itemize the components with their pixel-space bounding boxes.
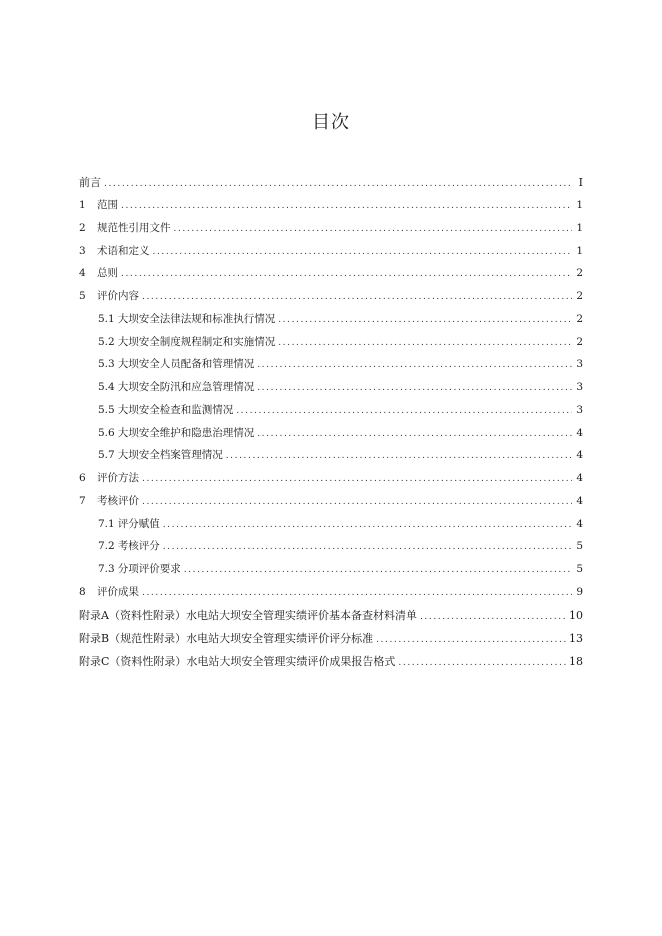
toc-leader-dots <box>376 635 566 645</box>
toc-entry-page: 4 <box>576 472 583 484</box>
toc-entry-page: 2 <box>576 290 583 302</box>
toc-entry[interactable] <box>79 334 583 357</box>
toc-entry-label: 大坝安全法律法规和标准执行情况 <box>117 312 276 325</box>
toc-entry-label: 规范性引用文件 <box>97 221 171 234</box>
toc-entry-page: 5 <box>576 563 583 575</box>
toc-leader-dots <box>236 406 572 416</box>
toc-entry[interactable] <box>79 584 583 607</box>
toc-entry-label: 附录A（资料性附录）水电站大坝安全管理实绩评价基本备查材料清单 <box>79 608 417 622</box>
toc-leader-dots <box>121 269 572 279</box>
toc-entry-page: 18 <box>569 654 583 668</box>
toc-entry[interactable] <box>79 607 583 630</box>
toc-entry-label: 评分赋值 <box>117 517 160 530</box>
toc-entry[interactable] <box>79 265 583 288</box>
toc-entry-label: 评价方法 <box>97 472 139 484</box>
toc-entry-page: 1 <box>576 221 583 234</box>
toc-entry-number: 5.1 <box>98 312 115 325</box>
toc-entry-page: 13 <box>569 631 583 645</box>
toc-leader-dots <box>104 179 572 189</box>
toc-entry-number: 7 <box>79 494 86 507</box>
toc-entry-page: 5 <box>576 540 583 553</box>
toc-entry[interactable] <box>79 288 583 311</box>
toc-entry-page: 4 <box>576 494 583 507</box>
toc-leader-dots <box>142 474 572 484</box>
toc-entry-page: 2 <box>576 312 583 325</box>
toc-entry-label: 分项评价要求 <box>117 563 181 575</box>
toc-entry[interactable] <box>79 379 583 402</box>
toc-entry-label: 附录C（资料性附录）水电站大坝安全管理实绩评价成果报告格式 <box>79 654 396 668</box>
toc-entry-page: 1 <box>576 199 583 211</box>
toc-entry-number: 4 <box>79 267 86 280</box>
toc-entry[interactable] <box>79 447 583 470</box>
toc-entry-number: 6 <box>79 472 86 484</box>
toc-leader-dots <box>163 520 572 530</box>
toc-leader-dots <box>398 658 566 668</box>
toc-entry-number: 5.2 <box>98 335 115 348</box>
toc-entry-page: 9 <box>576 585 583 598</box>
toc-entry-page: 4 <box>576 449 583 462</box>
toc-entry-page: I <box>578 176 583 189</box>
toc-entry-number: 5.6 <box>98 426 115 439</box>
toc-entry-label: 评价内容 <box>97 290 139 302</box>
toc-entry-number: 5.5 <box>98 403 115 416</box>
toc-entry[interactable] <box>79 470 583 493</box>
toc-entry-label: 大坝安全维护和隐患治理情况 <box>117 426 255 439</box>
toc-entry-page: 3 <box>576 403 583 416</box>
toc-leader-dots <box>142 588 572 598</box>
table-of-contents <box>79 174 583 676</box>
toc-entry[interactable] <box>79 197 583 220</box>
toc-entry[interactable] <box>79 402 583 425</box>
toc-entry-page: 1 <box>576 244 583 257</box>
toc-leader-dots <box>226 451 572 461</box>
toc-entry[interactable] <box>79 220 583 243</box>
toc-entry[interactable] <box>79 630 583 653</box>
toc-entry-number: 7.3 <box>98 563 115 575</box>
toc-entry-label: 总则 <box>97 267 118 280</box>
toc-entry-label: 考核评分 <box>117 540 160 553</box>
toc-entry-label: 评价成果 <box>97 585 139 598</box>
toc-entry-number: 7.2 <box>98 540 115 553</box>
toc-entry-page: 4 <box>576 517 583 530</box>
toc-entry-label: 大坝安全档案管理情况 <box>117 449 223 462</box>
toc-leader-dots <box>420 612 566 622</box>
toc-entry-number: 7.1 <box>98 517 115 530</box>
toc-leader-dots <box>163 542 572 552</box>
toc-entry-label: 术语和定义 <box>97 244 150 257</box>
toc-leader-dots <box>278 315 572 325</box>
toc-entry-page: 2 <box>576 335 583 348</box>
toc-entry-number: 5.4 <box>98 381 115 393</box>
toc-entry-number: 5 <box>79 290 86 302</box>
toc-entry-label: 大坝安全人员配备和管理情况 <box>117 358 255 371</box>
toc-entry-page: 4 <box>576 426 583 439</box>
toc-entry[interactable] <box>79 356 583 379</box>
toc-entry[interactable] <box>79 493 583 516</box>
toc-entry-label: 大坝安全检查和监测情况 <box>117 403 234 416</box>
toc-entry-number: 5.3 <box>98 358 115 371</box>
toc-entry-number: 1 <box>79 199 86 211</box>
toc-leader-dots <box>257 383 572 393</box>
toc-entry-label: 大坝安全防汛和应急管理情况 <box>117 381 255 393</box>
toc-entry-label: 范围 <box>97 199 118 211</box>
toc-entry[interactable] <box>79 561 583 584</box>
toc-entry-number: 8 <box>79 585 86 598</box>
toc-leader-dots <box>142 292 572 302</box>
toc-entry[interactable] <box>79 653 583 676</box>
toc-entry-number: 5.7 <box>98 449 115 462</box>
toc-leader-dots <box>278 338 572 348</box>
toc-entry[interactable] <box>79 516 583 539</box>
toc-entry-page: 10 <box>569 608 583 622</box>
toc-entry-page: 3 <box>576 358 583 371</box>
toc-entry-label: 附录B（规范性附录）水电站大坝安全管理实绩评价评分标准 <box>79 631 374 645</box>
toc-entry-number: 3 <box>79 244 86 257</box>
toc-entry[interactable] <box>79 425 583 448</box>
toc-entry[interactable] <box>79 538 583 561</box>
toc-entry-number: 2 <box>79 221 86 234</box>
toc-entry[interactable] <box>79 311 583 334</box>
toc-entry-label: 考核评价 <box>97 494 139 507</box>
toc-entry[interactable] <box>79 243 583 266</box>
page-title: 目次 <box>312 112 350 133</box>
toc-leader-dots <box>142 497 572 507</box>
toc-entry-page: 2 <box>576 267 583 280</box>
toc-entry-label: 前言 <box>79 176 101 189</box>
toc-entry-page: 3 <box>576 381 583 393</box>
toc-leader-dots <box>257 360 572 370</box>
toc-leader-dots <box>174 224 573 234</box>
toc-leader-dots <box>153 247 573 257</box>
toc-leader-dots <box>257 429 572 439</box>
toc-leader-dots <box>121 201 572 211</box>
toc-entry[interactable] <box>79 174 583 197</box>
toc-leader-dots <box>184 565 572 575</box>
toc-entry-label: 大坝安全制度规程制定和实施情况 <box>117 335 276 348</box>
